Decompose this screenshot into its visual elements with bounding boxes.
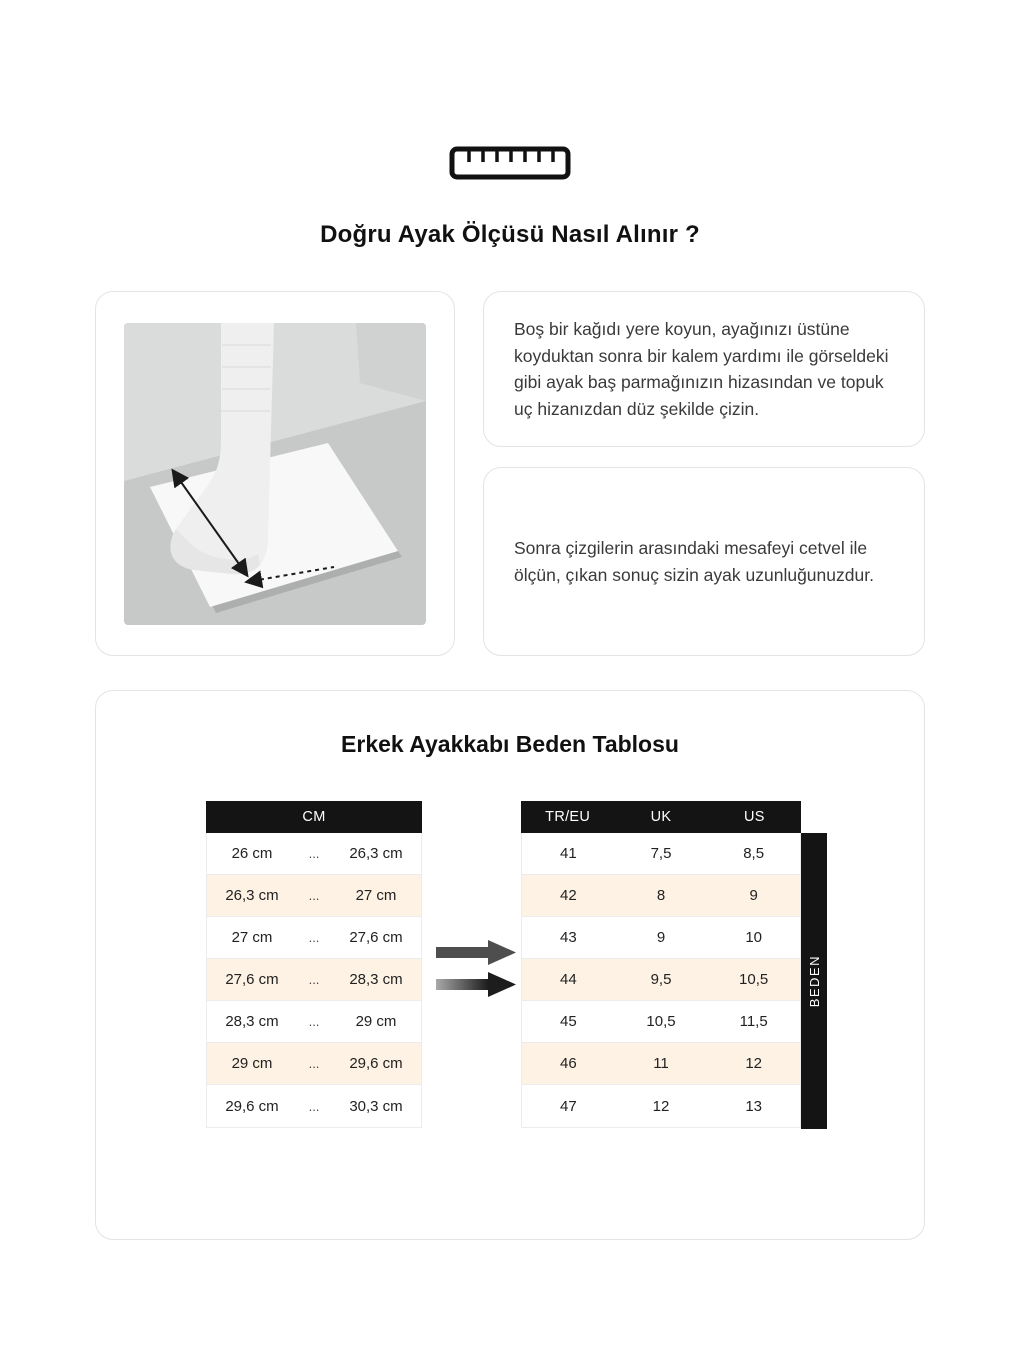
- uk-cell: 9: [656, 929, 666, 946]
- instruction-step-1: Boş bir kağıdı yere koyun, ayağınızı üstüne koyduktan sonra bir kalem yardımı ile görseldeki gibi ayak baş parmağınızın hizasından ve topuk uç hizanızdan düz şekilde çizin.: [514, 319, 889, 419]
- size-row: [522, 833, 800, 875]
- cm-row: [207, 1085, 421, 1127]
- range-separator: ...: [308, 972, 320, 987]
- cm-to: 27,6 cm: [349, 929, 403, 946]
- us-header: US: [743, 809, 765, 825]
- ruler-icon: [448, 143, 572, 183]
- size-table-rows: [521, 833, 801, 1128]
- cm-to: 28,3 cm: [349, 971, 403, 988]
- cm-row: [207, 959, 421, 1001]
- tr-eu-cell: 42: [559, 887, 577, 904]
- range-separator: ...: [308, 1098, 320, 1114]
- size-row: [522, 1001, 800, 1043]
- cm-to: 30,3 cm: [349, 1097, 403, 1115]
- cm-row: [207, 875, 421, 917]
- cm-from: 28,3 cm: [225, 1013, 279, 1030]
- cm-to: 26,3 cm: [349, 845, 403, 862]
- us-cell: 9: [749, 887, 758, 904]
- size-chart-card: [95, 690, 925, 1240]
- us-cell: 10,5: [739, 971, 769, 988]
- instruction-card-1: [483, 291, 925, 447]
- tr-eu-cell: 46: [559, 1055, 577, 1072]
- cm-from: 29,6 cm: [225, 1097, 279, 1115]
- uk-cell: 11: [653, 1055, 669, 1072]
- cm-table-header: CM: [206, 801, 422, 833]
- foot-measurement-photo: [124, 323, 426, 625]
- range-separator: ...: [308, 888, 320, 903]
- cm-row: [207, 833, 421, 875]
- uk-cell: 10,5: [646, 1013, 676, 1030]
- tr-eu-cell: 41: [559, 845, 577, 862]
- size-row: [522, 1085, 800, 1127]
- size-chart-title: Erkek Ayakkabı Beden Tablosu: [341, 731, 679, 757]
- ruler-icon-wrap: [0, 0, 1020, 183]
- range-separator: ...: [308, 1014, 320, 1029]
- double-right-arrows-icon: [434, 936, 522, 1002]
- size-table-group: [521, 801, 827, 1129]
- instruction-cards: [483, 291, 925, 656]
- size-chart-body: [96, 801, 924, 1239]
- cm-from: 27,6 cm: [225, 971, 279, 988]
- us-cell: 11,5: [739, 1013, 768, 1030]
- size-row: [522, 1043, 800, 1085]
- how-to-section: [0, 291, 1020, 656]
- cm-row: [207, 917, 421, 959]
- us-cell: 10: [745, 929, 762, 946]
- size-table: [521, 801, 801, 1128]
- cm-from: 26,3 cm: [225, 887, 279, 904]
- uk-header: UK: [650, 809, 672, 825]
- us-cell: 8,5: [743, 845, 765, 862]
- cm-to: 29 cm: [355, 1013, 397, 1030]
- tr-eu-cell: 44: [559, 971, 577, 988]
- tr-eu-cell: 47: [559, 1097, 577, 1115]
- cm-table-rows: [206, 833, 422, 1128]
- uk-cell: 8: [656, 887, 666, 904]
- size-row: [522, 917, 800, 959]
- range-separator: ...: [308, 1056, 320, 1071]
- cm-from: 29 cm: [231, 1055, 273, 1072]
- cm-row: [207, 1043, 421, 1085]
- uk-cell: 7,5: [650, 845, 672, 862]
- size-row: [522, 875, 800, 917]
- tr-eu-cell: 43: [559, 929, 577, 946]
- conversion-arrows: [434, 936, 522, 1007]
- foot-measurement-photo-card: [95, 291, 455, 656]
- range-separator: ...: [308, 930, 320, 945]
- uk-cell: 12: [652, 1097, 670, 1115]
- instruction-step-2: Sonra çizgilerin arasındaki mesafeyi cetvel ile ölçün, çıkan sonuç sizin ayak uzunluğunuzdur.: [514, 538, 874, 585]
- cm-to: 27 cm: [355, 887, 397, 904]
- us-cell: 13: [745, 1097, 762, 1115]
- cm-to: 29,6 cm: [349, 1055, 403, 1072]
- cm-from: 26 cm: [231, 845, 273, 862]
- range-separator: ...: [308, 846, 320, 861]
- cm-table: [206, 801, 422, 1128]
- us-cell: 12: [745, 1055, 762, 1072]
- uk-cell: 9,5: [650, 971, 672, 988]
- beden-label: BEDEN: [806, 954, 822, 1008]
- cm-row: [207, 1001, 421, 1043]
- beden-sidebar: [801, 833, 827, 1129]
- cm-from: 27 cm: [231, 929, 273, 946]
- page-title: Doğru Ayak Ölçüsü Nasıl Alınır ?: [320, 221, 700, 248]
- tr-eu-header: TR/EU: [545, 809, 591, 825]
- instruction-card-2: [483, 467, 925, 656]
- size-row: [522, 959, 800, 1001]
- size-table-header: [521, 801, 801, 833]
- tr-eu-cell: 45: [559, 1013, 577, 1030]
